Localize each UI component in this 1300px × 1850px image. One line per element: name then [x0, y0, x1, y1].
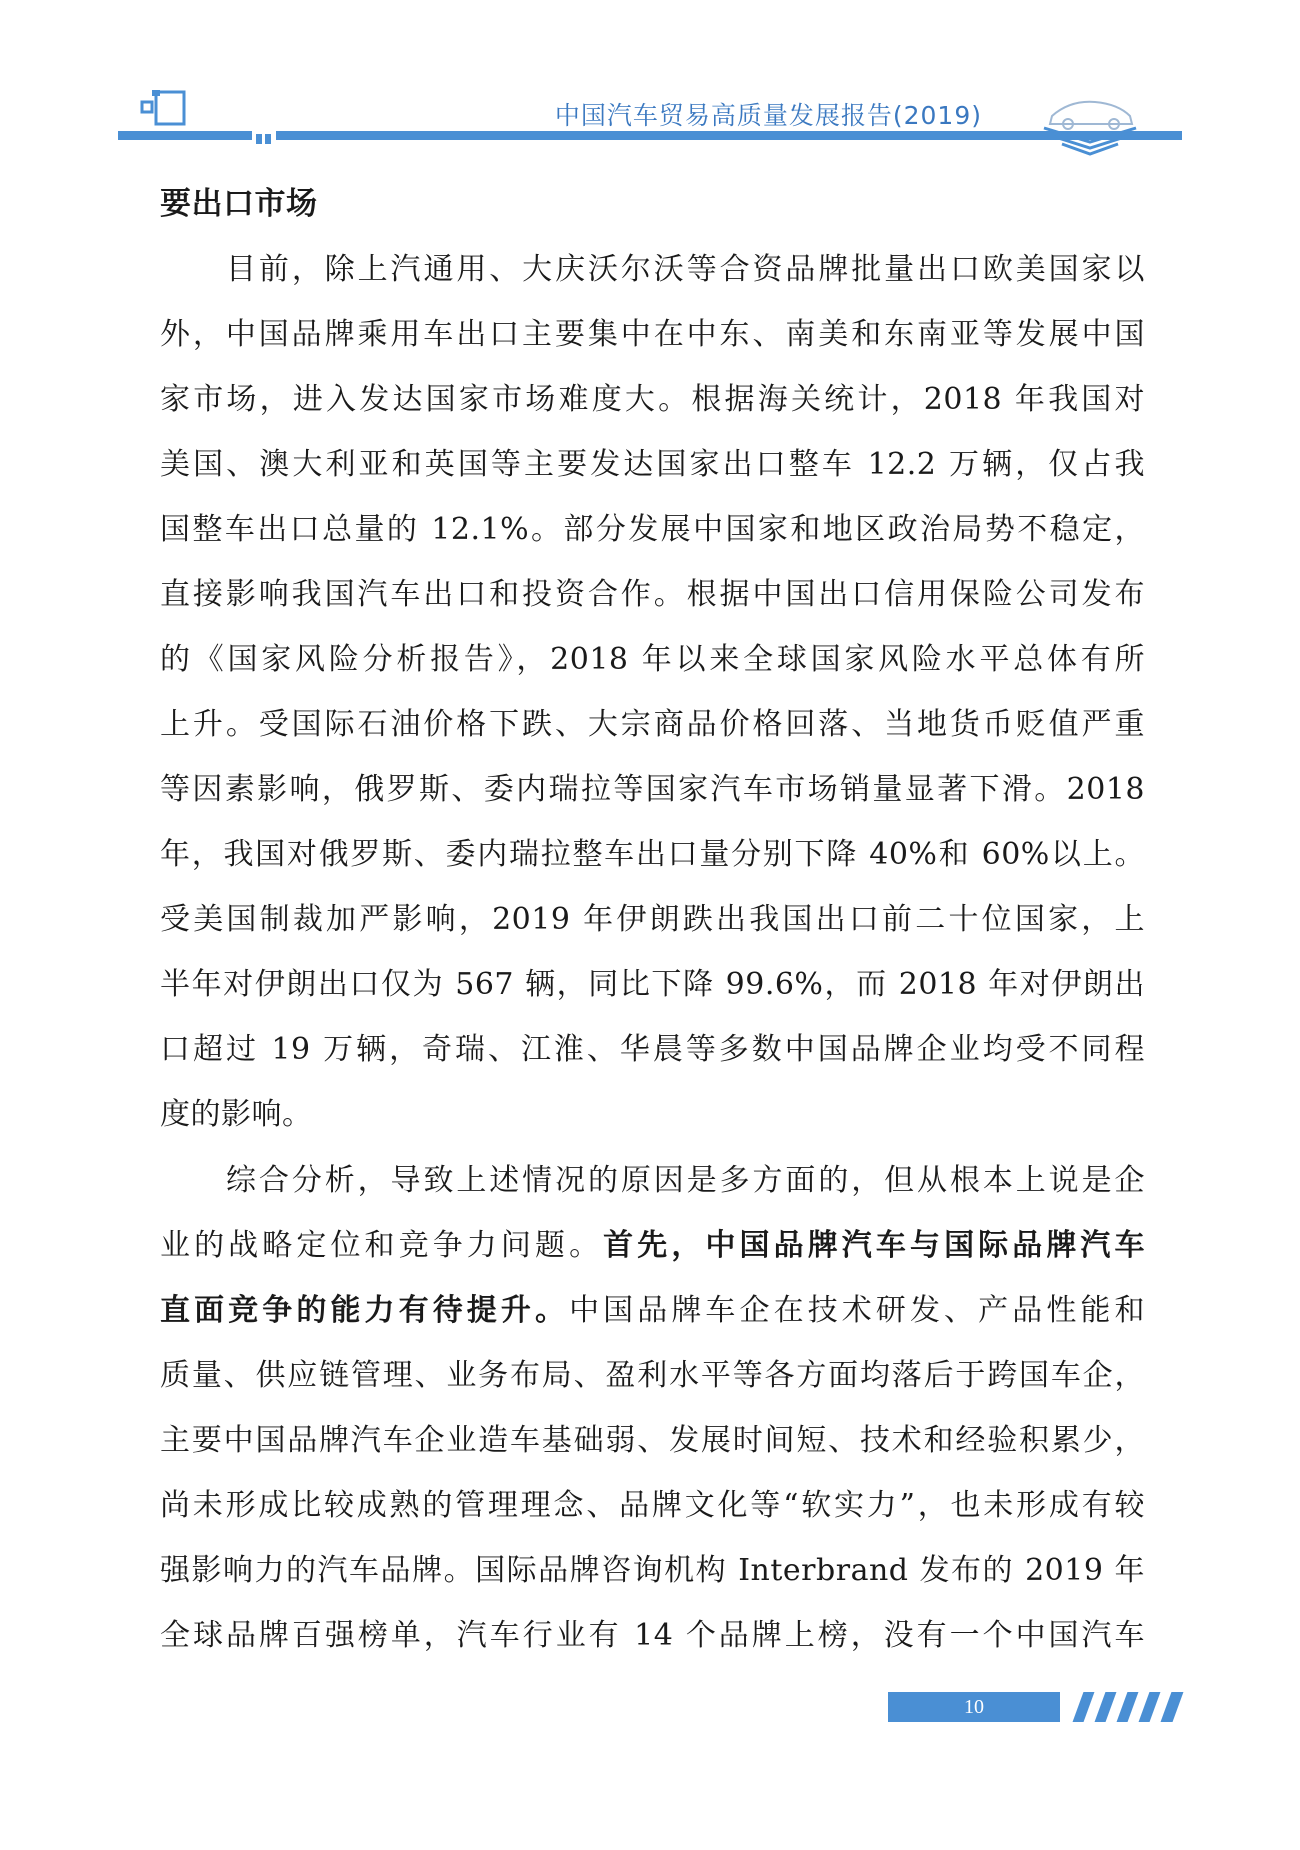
- body-text: [160, 172, 1145, 1668]
- paragraph-1-line: 上升。受国际石油价格下跌、大宗商品价格回落、当地货币贬值严重: [160, 707, 1145, 742]
- plain-text: 中国品牌车企在技术研发、产品性能和: [569, 1293, 1146, 1328]
- footer-stripe: [1139, 1692, 1161, 1722]
- paragraph-2-line: [160, 1278, 1145, 1343]
- paragraph-1-line: 美国、澳大利亚和英国等主要发达国家出口整车 12.2 万辆，仅占我: [160, 447, 1145, 482]
- footer-stripe: [1161, 1692, 1184, 1722]
- paragraph-2-line: 全球品牌百强榜单，汽车行业有 14 个品牌上榜，没有一个中国汽车: [160, 1618, 1145, 1653]
- paragraph-1-line: 等因素影响，俄罗斯、委内瑞拉等国家汽车市场销量显著下滑。2018: [160, 772, 1145, 807]
- footer-stripe: [1073, 1692, 1095, 1722]
- footer-stripe: [1117, 1692, 1139, 1722]
- page-header: [0, 0, 1300, 160]
- report-title: 中国汽车贸易高质量发展报告(2019): [554, 101, 982, 130]
- report-logo-icon: [140, 88, 188, 128]
- paragraph-1-line: 口超过 19 万辆，奇瑞、江淮、华晨等多数中国品牌企业均受不同程: [160, 1032, 1145, 1067]
- header-rule-notch: [252, 131, 276, 145]
- bold-text: 首先，中国品牌汽车与国际品牌汽车: [603, 1228, 1146, 1263]
- paragraph-2-line: 尚未形成比较成熟的管理理念、品牌文化等“软实力”，也未形成有较: [160, 1488, 1145, 1523]
- paragraph-2-line: 主要中国品牌汽车企业造车基础弱、发展时间短、技术和经验积累少，: [160, 1423, 1145, 1458]
- page-number: 10: [964, 1696, 984, 1718]
- paragraph-2-line: 强影响力的汽车品牌。国际品牌咨询机构 Interbrand 发布的 2019 年: [160, 1553, 1145, 1588]
- paragraph-1-line: 外，中国品牌乘用车出口主要集中在中东、南美和东南亚等发展中国: [160, 317, 1145, 352]
- section-heading: 要出口市场: [160, 186, 318, 222]
- bold-text: 直面竞争的能力有待提升。: [160, 1293, 570, 1328]
- plain-text: 业的战略定位和竞争力问题。: [160, 1228, 604, 1263]
- car-emblem-icon: [1040, 86, 1140, 158]
- paragraph-1-line: 受美国制裁加严影响，2019 年伊朗跌出我国出口前二十位国家，上: [160, 902, 1145, 937]
- footer-stripe: [1095, 1692, 1117, 1722]
- paragraph-1-line: 年，我国对俄罗斯、委内瑞拉整车出口量分别下降 40%和 60%以上。: [160, 837, 1145, 872]
- paragraph-1-line: 国整车出口总量的 12.1%。部分发展中国家和地区政治局势不稳定，: [160, 512, 1145, 547]
- paragraph-2-line: 质量、供应链管理、业务布局、盈利水平等各方面均落后于跨国车企，: [160, 1358, 1145, 1393]
- paragraph-1-line: 度的影响。: [160, 1097, 313, 1132]
- paragraph-2-line: [160, 1213, 1145, 1278]
- paragraph-1-line: 家市场，进入发达国家市场难度大。根据海关统计，2018 年我国对: [160, 382, 1145, 417]
- paragraph-1-line: 的《国家风险分析报告》，2018 年以来全球国家风险水平总体有所: [160, 642, 1145, 677]
- header-rule: [118, 131, 1182, 140]
- page-footer: [888, 1692, 1178, 1722]
- paragraph-2-line: 综合分析，导致上述情况的原因是多方面的，但从根本上说是企: [226, 1163, 1145, 1198]
- paragraph-1-line: 直接影响我国汽车出口和投资合作。根据中国出口信用保险公司发布: [160, 577, 1145, 612]
- paragraph-1-line: 目前，除上汽通用、大庆沃尔沃等合资品牌批量出口欧美国家以: [226, 252, 1145, 287]
- paragraph-1-line: 半年对伊朗出口仅为 567 辆，同比下降 99.6%，而 2018 年对伊朗出: [160, 967, 1145, 1002]
